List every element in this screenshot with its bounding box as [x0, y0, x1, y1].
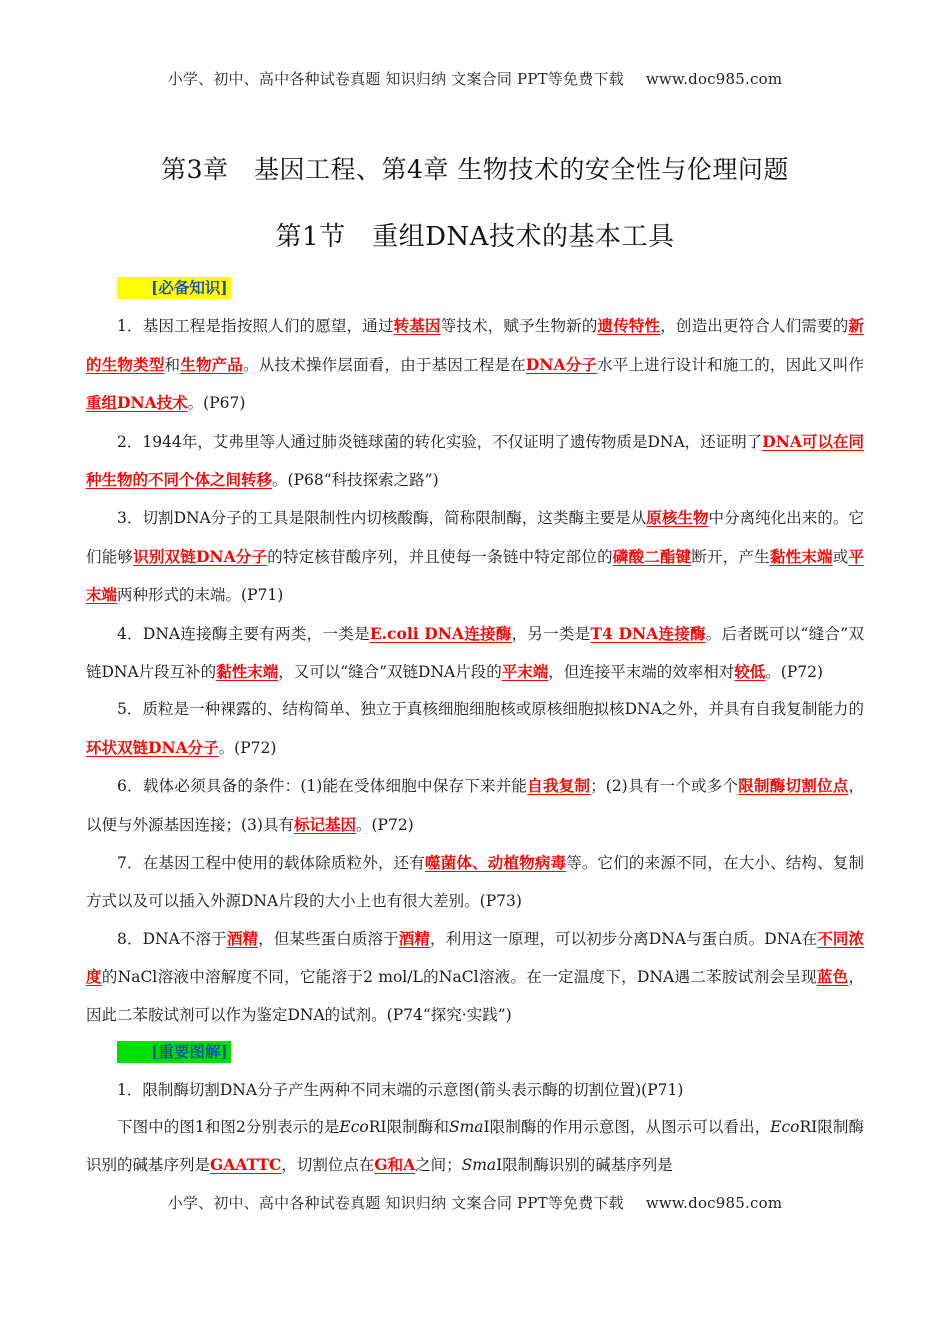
diagram-paragraph-1: 1．限制酶切割DNA分子产生两种不同末端的示意图(箭头表示酶的切割位置)(P71) — [117, 1080, 684, 1099]
keyword: 平末端 — [86, 546, 864, 605]
keyword: 磷酸二酯键 — [612, 546, 692, 566]
paragraph-8: 8．DNA不溶于酒精，但某些蛋白质溶于酒精，利用这一原理，可以初步分离DNA与蛋白质。DNA在不同浓度的NaCl溶液中溶解度不同，它能溶于2 mol/L的NaCl溶液。在一定温度下，DNA遇二苯胺试剂会呈现蓝色，因此二苯胺试剂可以作为鉴定DNA的试剂。(P74“探究·实践”) — [86, 928, 864, 1024]
keyword: 黏性末端 — [216, 662, 279, 682]
keyword: 识别双链DNA分子 — [133, 546, 268, 566]
keyword: 较低 — [734, 662, 766, 682]
keyword: 黏性末端 — [769, 546, 833, 566]
keyword: 限制酶切割位点 — [738, 776, 849, 796]
section-tag-row — [86, 1034, 864, 1071]
page-header — [0, 68, 950, 89]
keyword: T4 DNA连接酶 — [590, 623, 706, 643]
paragraph-4: 4．DNA连接酶主要有两类，一类是E.coli DNA连接酶，另一类是T4 DNA连接酶。后者既可以“缝合”双链DNA片段互补的黏性末端，又可以“缝合”双链DNA片段的平末端，但连接平末端的效率相对较低。(P72) — [86, 623, 865, 682]
keyword: GAATTC — [210, 1155, 282, 1175]
keyword: G和A — [374, 1155, 416, 1175]
paragraph-6: 6．载体必须具备的条件：(1)能在受体细胞中保存下来并能自我复制；(2)具有一个或多个限制酶切割位点，以便与外源基因连接；(3)具有标记基因。(P72) — [86, 776, 864, 834]
keyword: 噬菌体、动植物病毒 — [425, 853, 567, 873]
keyword: 标记基因 — [293, 814, 356, 834]
keyword: 环状双链DNA分子 — [86, 737, 219, 757]
keyword: 酒精 — [398, 928, 431, 948]
paragraph-3: 3．切割DNA分子的工具是限制性内切核酸酶，简称限制酶，这类酶主要是从原核生物中分离纯化出来的。它们能够识别双链DNA分子的特定核苷酸序列，并且使每一条链中特定部位的磷酸二酯键断开，产生黏性末端或平末端两种形式的末端。(P71) — [86, 508, 864, 605]
keyword: 平末端 — [501, 662, 549, 682]
keyword: 蓝色 — [816, 967, 849, 987]
footer-site[interactable]: www.doc985.com — [645, 1194, 783, 1212]
keyword: 重组DNA技术 — [86, 393, 188, 413]
paragraph-5: 5．质粒是一种裸露的、结构简单、独立于真核细胞细胞核或原核细胞拟核DNA之外，并具有自我复制能力的环状双链DNA分子。(P72) — [86, 700, 864, 757]
knowledge-tag: [必备知识] — [117, 277, 231, 299]
keyword: 不同浓度 — [86, 928, 864, 987]
section-title: 第1节 重组DNA技术的基本工具 — [275, 222, 675, 252]
keyword: 自我复制 — [527, 776, 591, 796]
keyword: DNA可以在同种生物的不同个体之间转移 — [86, 431, 864, 490]
keyword: 新的生物类型 — [86, 316, 864, 374]
keyword: 酒精 — [226, 928, 259, 948]
keyword: 生物产品 — [180, 354, 244, 374]
paragraph-2: 2．1944年，艾弗里等人通过肺炎链球菌的转化实验，不仅证明了遗传物质是DNA，还证明了DNA可以在同种生物的不同个体之间转移。(P68“科技探索之路”) — [86, 431, 864, 490]
keyword: 遗传特性 — [597, 316, 661, 336]
keyword: 原核生物 — [646, 508, 709, 528]
paragraph-1: 1．基因工程是指按照人们的愿望，通过转基因等技术，赋予生物新的遗传特性，创造出更符合人们需要的新的生物类型和生物产品。从技术操作层面看，由于基因工程是在DNA分子水平上进行设计和施工的，因此又叫作重组DNA技术。(P67) — [86, 316, 864, 413]
diagram-paragraph-2: 下图中的图1和图2分别表示的是EcoRI限制酶和SmaI限制酶的作用示意图，从图示可以看出，EcoRI限制酶识别的碱基序列是GAATTC，切割位点在G和A之间；SmaI限制酶识别的碱基序列是 — [86, 1117, 865, 1175]
page-footer — [0, 1192, 950, 1213]
keyword: E.coli DNA连接酶 — [369, 623, 512, 643]
chapter-title: 第3章 基因工程、第4章 生物技术的安全性与伦理问题 — [161, 155, 789, 184]
section-tag-row — [86, 270, 864, 307]
paragraph-7: 7．在基因工程中使用的载体除质粒外，还有噬菌体、动植物病毒等。它们的来源不同，在大小、结构、复制方式以及可以插入外源DNA片段的大小上也有很大差别。(P73) — [86, 853, 864, 910]
document-body — [86, 270, 864, 1185]
footer-text: 小学、初中、高中各种试卷真题 知识归纳 文案合同 PPT等免费下载 — [167, 1194, 624, 1212]
keyword: 转基因 — [393, 316, 441, 336]
header-text: 小学、初中、高中各种试卷真题 知识归纳 文案合同 PPT等免费下载 — [167, 70, 624, 88]
header-site[interactable]: www.doc985.com — [645, 70, 783, 88]
diagram-tag: [重要图解] — [117, 1041, 231, 1063]
keyword: DNA分子 — [525, 354, 598, 374]
